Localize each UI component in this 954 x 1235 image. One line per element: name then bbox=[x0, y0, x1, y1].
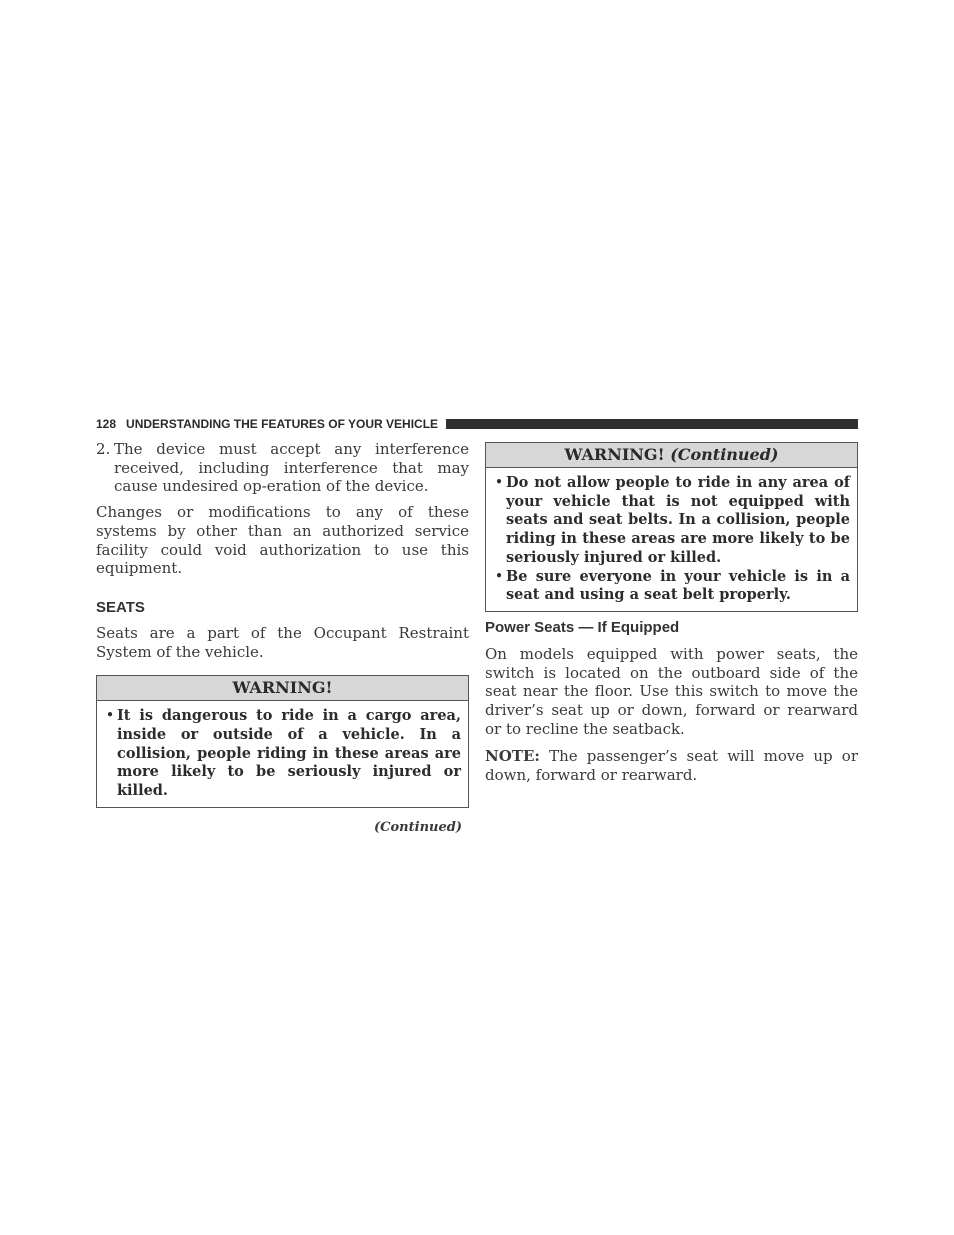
warning-box bbox=[96, 675, 469, 808]
note-paragraph bbox=[485, 747, 858, 784]
warning-bullet-text: It is dangerous to ride in a cargo area, inside or outside of a vehicle. In a collision, people riding in these areas are more likely to be seriously injured or killed. bbox=[117, 707, 461, 800]
warning-list bbox=[97, 701, 468, 807]
warning-title bbox=[486, 443, 857, 468]
note-text: The passenger’s seat will move up or down, forward or rearward. bbox=[485, 747, 858, 785]
header-rule bbox=[446, 419, 858, 429]
power-seats-paragraph: On models equipped with power seats, the switch is located on the outboard side of the seat near the floor. Use this switch to move the driver’s seat up or down, forward or rearward or to recline the seatback. bbox=[485, 644, 858, 738]
seats-heading: SEATS bbox=[96, 598, 145, 616]
list-item-text: The device must accept any interference received, including interference that may cause undesired op-eration of the device. bbox=[114, 440, 469, 496]
chapter-title: UNDERSTANDING THE FEATURES OF YOUR VEHICLE bbox=[126, 417, 439, 431]
bullet-icon: • bbox=[494, 475, 504, 491]
page-number: 128 bbox=[96, 417, 117, 431]
right-column bbox=[485, 442, 858, 785]
seats-paragraph: Seats are a part of the Occupant Restraint System of the vehicle. bbox=[96, 623, 469, 661]
page-header bbox=[96, 416, 858, 432]
warning-title-suffix: (Continued) bbox=[670, 445, 779, 464]
list-item bbox=[96, 440, 469, 496]
list-item-number: 2. bbox=[96, 440, 111, 458]
warning-bullet bbox=[492, 474, 850, 568]
warning-bullet bbox=[492, 568, 850, 605]
power-seats-heading: Power Seats — If Equipped bbox=[485, 618, 680, 636]
left-column bbox=[96, 438, 469, 835]
warning-bullet bbox=[103, 707, 461, 801]
warning-bullet-text: Do not allow people to ride in any area of your vehicle that is not equipped with seats and seat belts. In a collision, people riding in these areas are more likely to be seriously injured or killed. bbox=[506, 474, 850, 566]
warning-box-continued bbox=[485, 442, 858, 612]
warning-title: WARNING! bbox=[97, 676, 468, 701]
changes-paragraph: Changes or modifications to any of these systems by other than an authorized service facility could void authorization to use this equipment. bbox=[96, 503, 469, 578]
note-label: NOTE: bbox=[485, 747, 540, 766]
warning-bullet-text: Be sure everyone in your vehicle is in a seat and using a seat belt properly. bbox=[506, 567, 850, 604]
warning-list bbox=[486, 468, 857, 611]
continued-label: (Continued) bbox=[374, 819, 462, 835]
bullet-icon: • bbox=[105, 708, 115, 725]
bullet-icon: • bbox=[494, 568, 504, 585]
warning-title-text: WARNING! bbox=[564, 445, 665, 464]
